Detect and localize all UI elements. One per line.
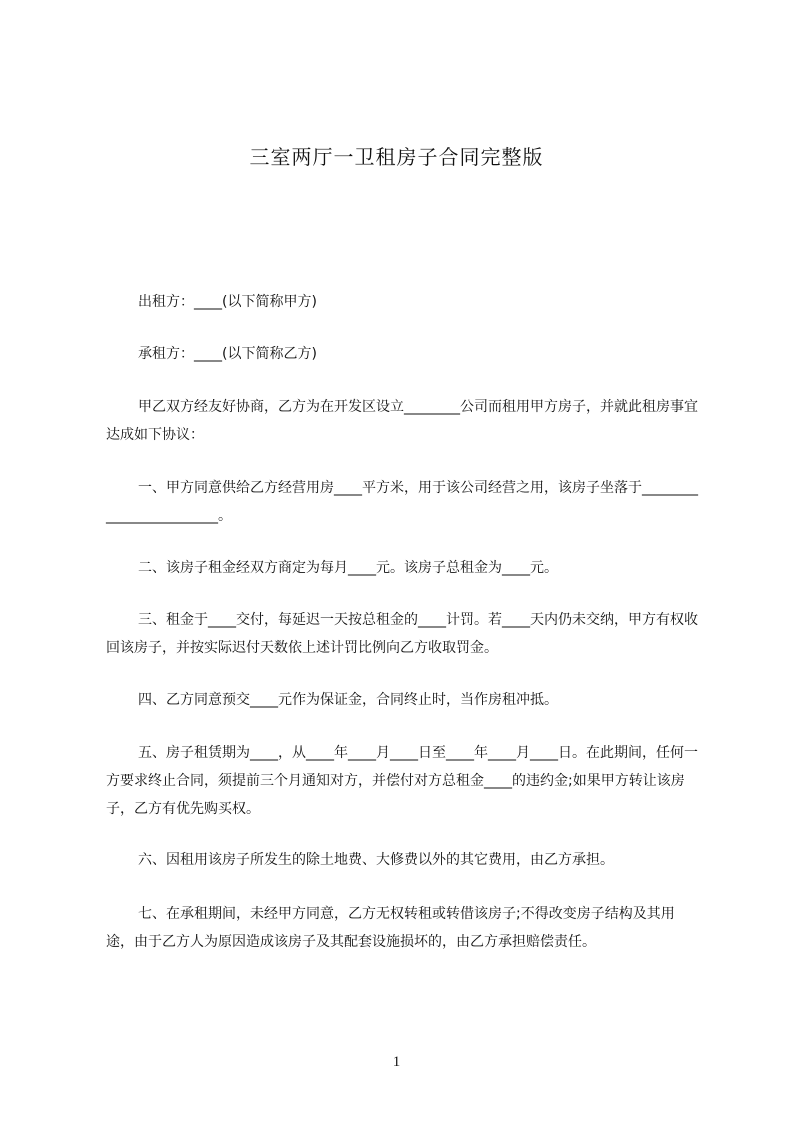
clause-1: 一、甲方同意供给乙方经营用房____平方米，用于该公司经营之用，该房子坐落于________________________。 [106, 480, 698, 524]
clause-7: 七、在承租期间，未经甲方同意，乙方无权转租或转借该房子;不得改变房子结构及其用途，由于乙方人为原因造成该房子及其配套设施损坏的，由乙方承担赔偿责任。 [106, 906, 675, 950]
lessee-line: 承租方：____(以下简称乙方) [138, 346, 317, 362]
page-number: 1 [392, 1054, 401, 1070]
document-title: 三室两厅一卫租房子合同完整版 [249, 145, 544, 169]
clause-2: 二、该房子租金经双方商定为每月____元。该房子总租金为____元。 [138, 560, 558, 576]
clause-4: 四、乙方同意预交____元作为保证金，合同终止时，当作房租冲抵。 [138, 692, 558, 708]
clause-3: 三、租金于____交付，每延迟一天按总租金的____计罚。若____天内仍未交纳，甲方有权收回该房子，并按实际迟付天数依上述计罚比例向乙方收取罚金。 [106, 612, 698, 656]
preamble-paragraph: 甲乙双方经友好协商，乙方为在开发区设立________公司而租用甲方房子，并就此租房事宜达成如下协议： [106, 399, 698, 443]
clause-6: 六、因租用该房子所发生的除土地费、大修费以外的其它费用，由乙方承担。 [138, 852, 614, 868]
lessor-line: 出租方：____(以下简称甲方) [138, 294, 317, 310]
clause-5: 五、房子租赁期为____，从____年____月____日至____年____月____日。在此期间，任何一方要求终止合同，须提前三个月通知对方，并偿付对方总租金____的违约金;如果甲方转让该房子，乙方有优先购买权。 [106, 745, 698, 817]
